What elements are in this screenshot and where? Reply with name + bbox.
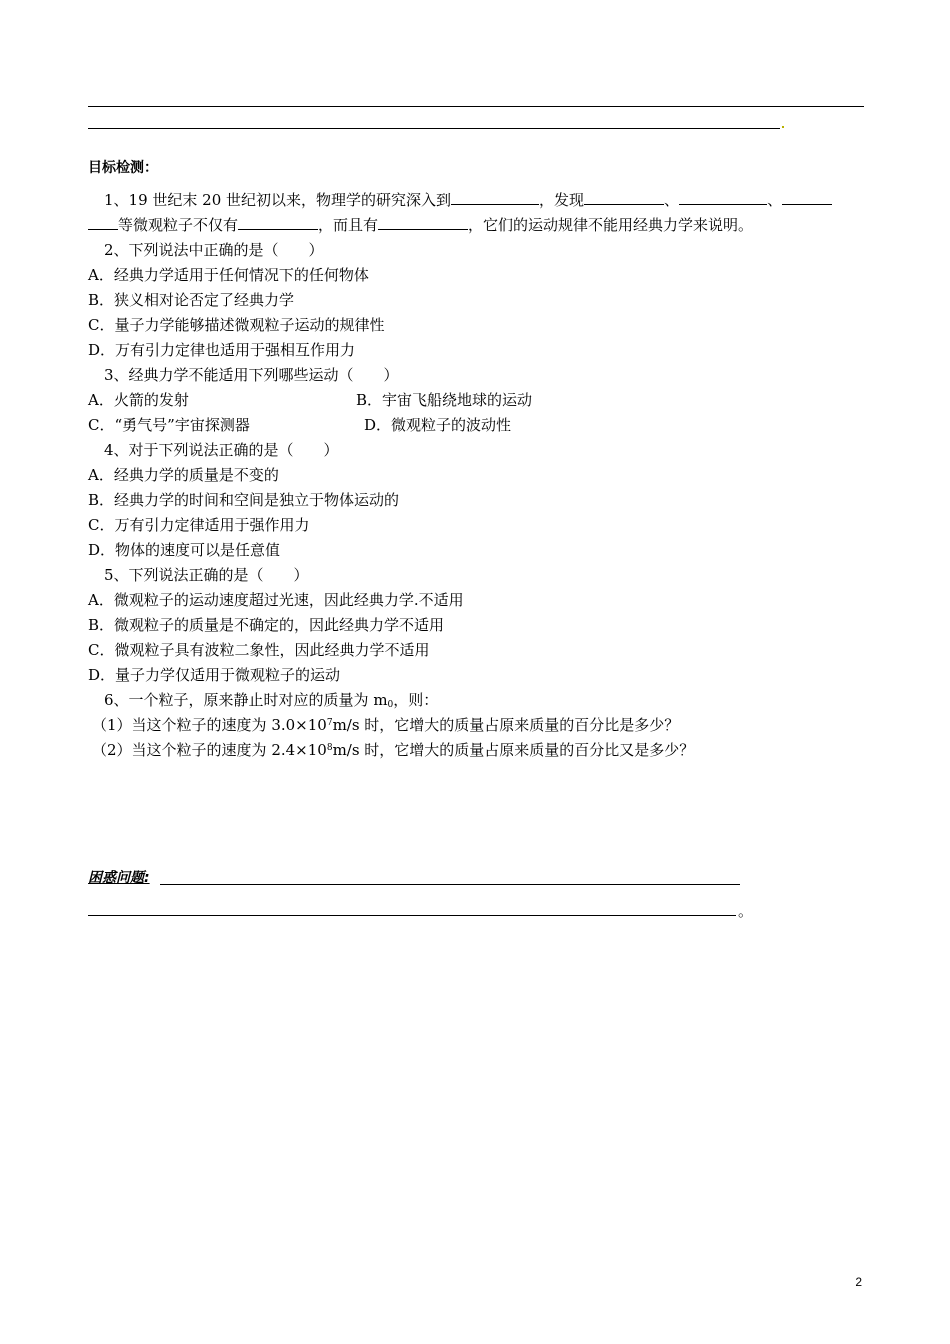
question-6-stem: 6、一个粒子，原来静止时对应的质量为 $m_0$，则： — [104, 691, 439, 710]
question-2-option-b: B．狭义相对论否定了经典力学 — [88, 291, 295, 309]
blank[interactable] — [88, 215, 118, 230]
blank[interactable] — [584, 190, 664, 205]
question-5-option-b: B．微观粒子的质量是不确定的，因此经典力学不适用 — [88, 616, 445, 634]
question-1-line-2: 等微观粒子不仅有 ，而且有 ，它们的运动规律不能用经典力学来说明。 — [88, 215, 753, 235]
confusion-line-2 — [88, 915, 736, 916]
blank[interactable] — [238, 215, 318, 230]
question-3-option-c: C．“勇气号”宇宙探测器 — [88, 416, 250, 434]
question-4-stem: 4、对于下列说法正确的是（ ） — [104, 441, 339, 459]
question-6-part-2: （2）当这个粒子的速度为 $2.4\times 10^8m/s$ 时，它增大的质量占原来质量的百分比又是多少？ — [92, 741, 695, 759]
question-2-option-a: A．经典力学适用于任何情况下的任何物体 — [88, 266, 369, 284]
end-mark: 。 — [738, 902, 754, 920]
question-2-option-c: C．量子力学能够描述微观粒子运动的规律性 — [88, 316, 385, 334]
question-3-stem: 3、经典力学不能适用下列哪些运动（ ） — [104, 366, 399, 384]
stray-mark — [782, 126, 784, 128]
question-3-option-d: D．微观粒子的波动性 — [364, 416, 512, 434]
blank[interactable] — [679, 190, 767, 205]
question-5-stem: 5、下列说法正确的是（ ） — [104, 566, 309, 584]
blank[interactable] — [782, 190, 832, 205]
question-5-option-c: C．微观粒子具有波粒二象性，因此经典力学不适用 — [88, 641, 430, 659]
question-6-part-1: （1）当这个粒子的速度为 $3.0\times 10^7m/s$ 时，它增大的质量占原来质量的百分比是多少？ — [92, 716, 680, 734]
question-3-option-b: B．宇宙飞船绕地球的运动 — [356, 391, 533, 409]
question-5-option-d: D．量子力学仅适用于微观粒子的运动 — [88, 666, 341, 684]
section-title: 目标检测： — [88, 160, 158, 176]
question-4-option-b: B．经典力学的时间和空间是独立于物体运动的 — [88, 491, 400, 509]
question-3-option-a: A．火箭的发射 — [88, 391, 189, 409]
question-1-line-1: 1、19 世纪末 20 世纪初以来，物理学的研究深入到 ，发现 、 、 — [104, 190, 832, 210]
question-4-option-a: A．经典力学的质量是不变的 — [88, 466, 279, 484]
question-5-option-a: A．微观粒子的运动速度超过光速，因此经典力学.不适用 — [88, 591, 464, 609]
confusion-label: 困惑问题: — [88, 870, 150, 886]
question-2-stem: 2、下列说法中正确的是（ ） — [104, 241, 324, 259]
page-number: 2 — [855, 1275, 862, 1289]
top-rule-2 — [88, 128, 780, 129]
question-4-option-c: C．万有引力定律适用于强作用力 — [88, 516, 310, 534]
blank[interactable] — [451, 190, 539, 205]
question-4-option-d: D．物体的速度可以是任意值 — [88, 541, 281, 559]
top-rule-1 — [88, 106, 864, 107]
question-2-option-d: D．万有引力定律也适用于强相互作用力 — [88, 341, 356, 359]
blank[interactable] — [378, 215, 468, 230]
confusion-line-1 — [160, 884, 740, 885]
